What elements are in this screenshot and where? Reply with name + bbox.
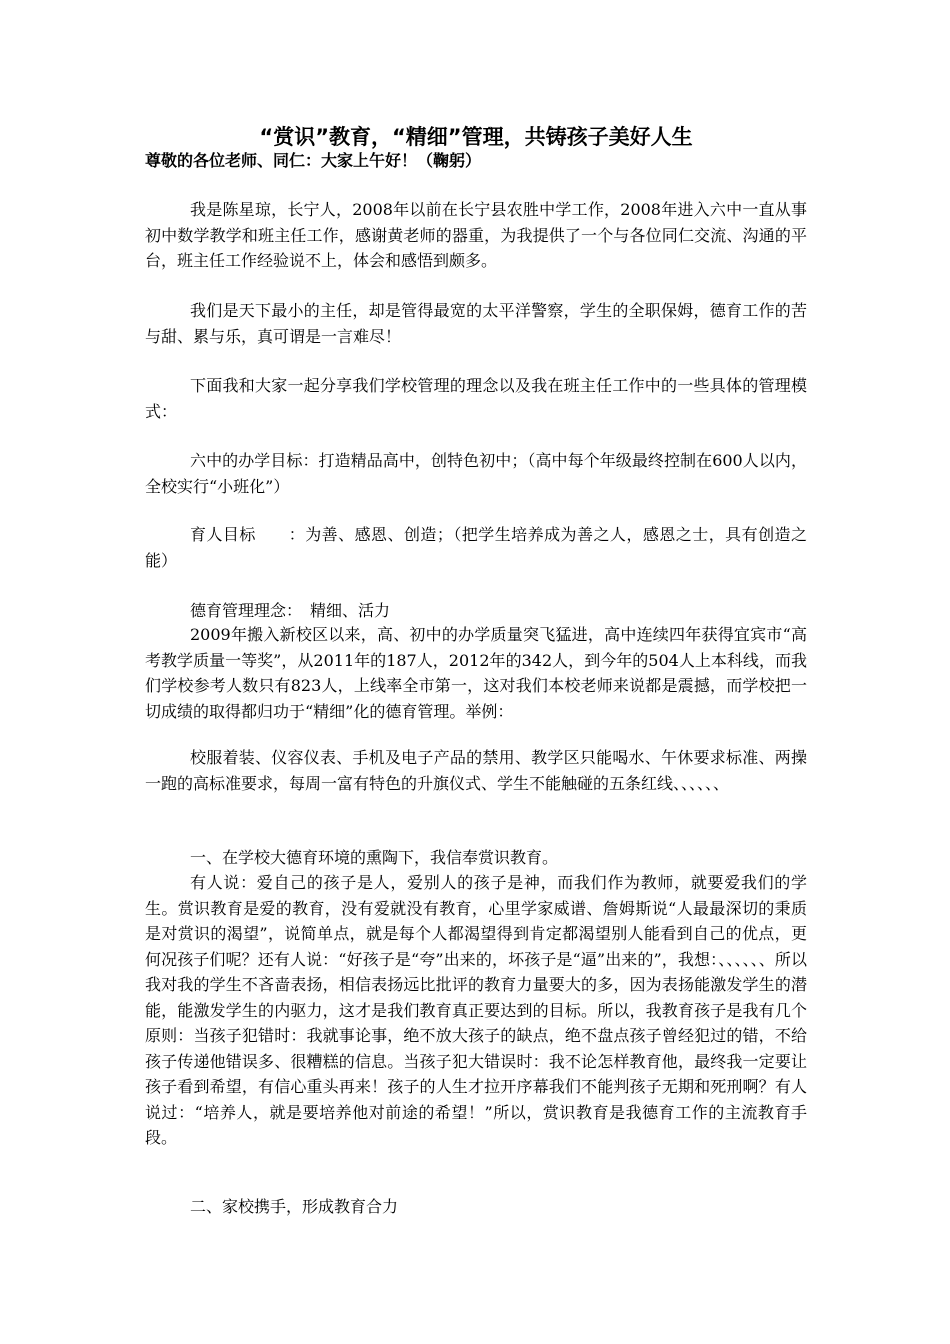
greeting-line: 尊敬的各位老师、同仁：大家上午好！（鞠躬） [145,151,482,170]
paragraph-education-goal: 育人目标 ：为善、感恩、创造；（把学生培养成为善之人，感恩之士，具有创造之能） [145,525,807,570]
paragraph-school-goal: 六中的办学目标：打造精品高中，创特色初中；（高中每个年级最终控制在600人以内，全校实行“小班化”） [145,451,807,496]
section-heading-appreciation: 一、在学校大德育环境的熏陶下，我信奉赏识教育。 [190,848,559,867]
document-title: “赏识”教育，“精细”管理，共铸孩子美好人生 [259,125,693,149]
paragraph-role: 我们是天下最小的主任，却是管得最宽的太平洋警察，学生的全职保姆，德育工作的苦与甜、累与乐，真可谓是一言难尽！ [145,301,807,346]
paragraph-share: 下面我和大家一起分享我们学校管理的理念以及我在班主任工作中的一些具体的管理模式： [145,376,807,421]
paragraph-examples: 校服着装、仪容仪表、手机及电子产品的禁用、教学区只能喝水、午休要求标准、两操一跑的高标准要求，每周一富有特色的升旗仪式、学生不能触碰的五条红线、、、、、、 [145,748,807,793]
paragraph-achievements: 2009年搬入新校区以来，高、初中的办学质量突飞猛进，高中连续四年获得宜宾市“高考教学质量一等奖”，从2011年的187人，2012年的342人，到今年的504人上本科线，而我们学校参考人数只有823人，上线率全市第一，这对我们本校老师来说都是震撼，而学校把一切成绩的取得都归功于“精细”化的德育管理。举例： [145,625,807,721]
section-heading-home-school: 二、家校携手，形成教育合力 [190,1197,399,1216]
paragraph-management-concept: 德育管理理念： 精细、活力 [190,601,391,620]
paragraph-intro: 我是陈星琼，长宁人，2008年以前在长宁县农胜中学工作，2008年进入六中一直从事初中数学教学和班主任工作，感谢黄老师的器重，为我提供了一个与各位同仁交流、沟通的平台，班主任工作经验说不上，体会和感悟到颇多。 [145,200,807,270]
paragraph-appreciation: 有人说：爱自己的孩子是人，爱别人的孩子是神，而我们作为教师，就要爱我们的学生。赏识教育是爱的教育，没有爱就没有教育，心里学家威谱、詹姆斯说“人最最深切的秉质是对赏识的渴望”，说简单点，就是每个人都渴望得到肯定都渴望别人能看到自己的优点，更何况孩子们呢？还有人说：“好孩子是“夸”出来的，坏孩子是“逼”出来的”，我想：、、、、、、所以我对我的学生不吝啬表扬，相信表扬远比批评的教育力量要大的多，因为表扬能激发学生的潜能，能激发学生的内驱力，这才是我们教育真正要达到的目标。所以，我教育孩子是我有几个原则：当孩子犯错时：我就事论事，绝不放大孩子的缺点，绝不盘点孩子曾经犯过的错，不给孩子传递他错误多、很糟糕的信息。当孩子犯大错误时：我不论怎样教育他，最终我一定要让孩子看到希望，有信心重头再来！孩子的人生才拉开序幕我们不能判孩子无期和死刑啊？有人说过：“培养人，就是要培养他对前途的希望！”所以，赏识教育是我德育工作的主流教育手段。 [145,873,807,1147]
